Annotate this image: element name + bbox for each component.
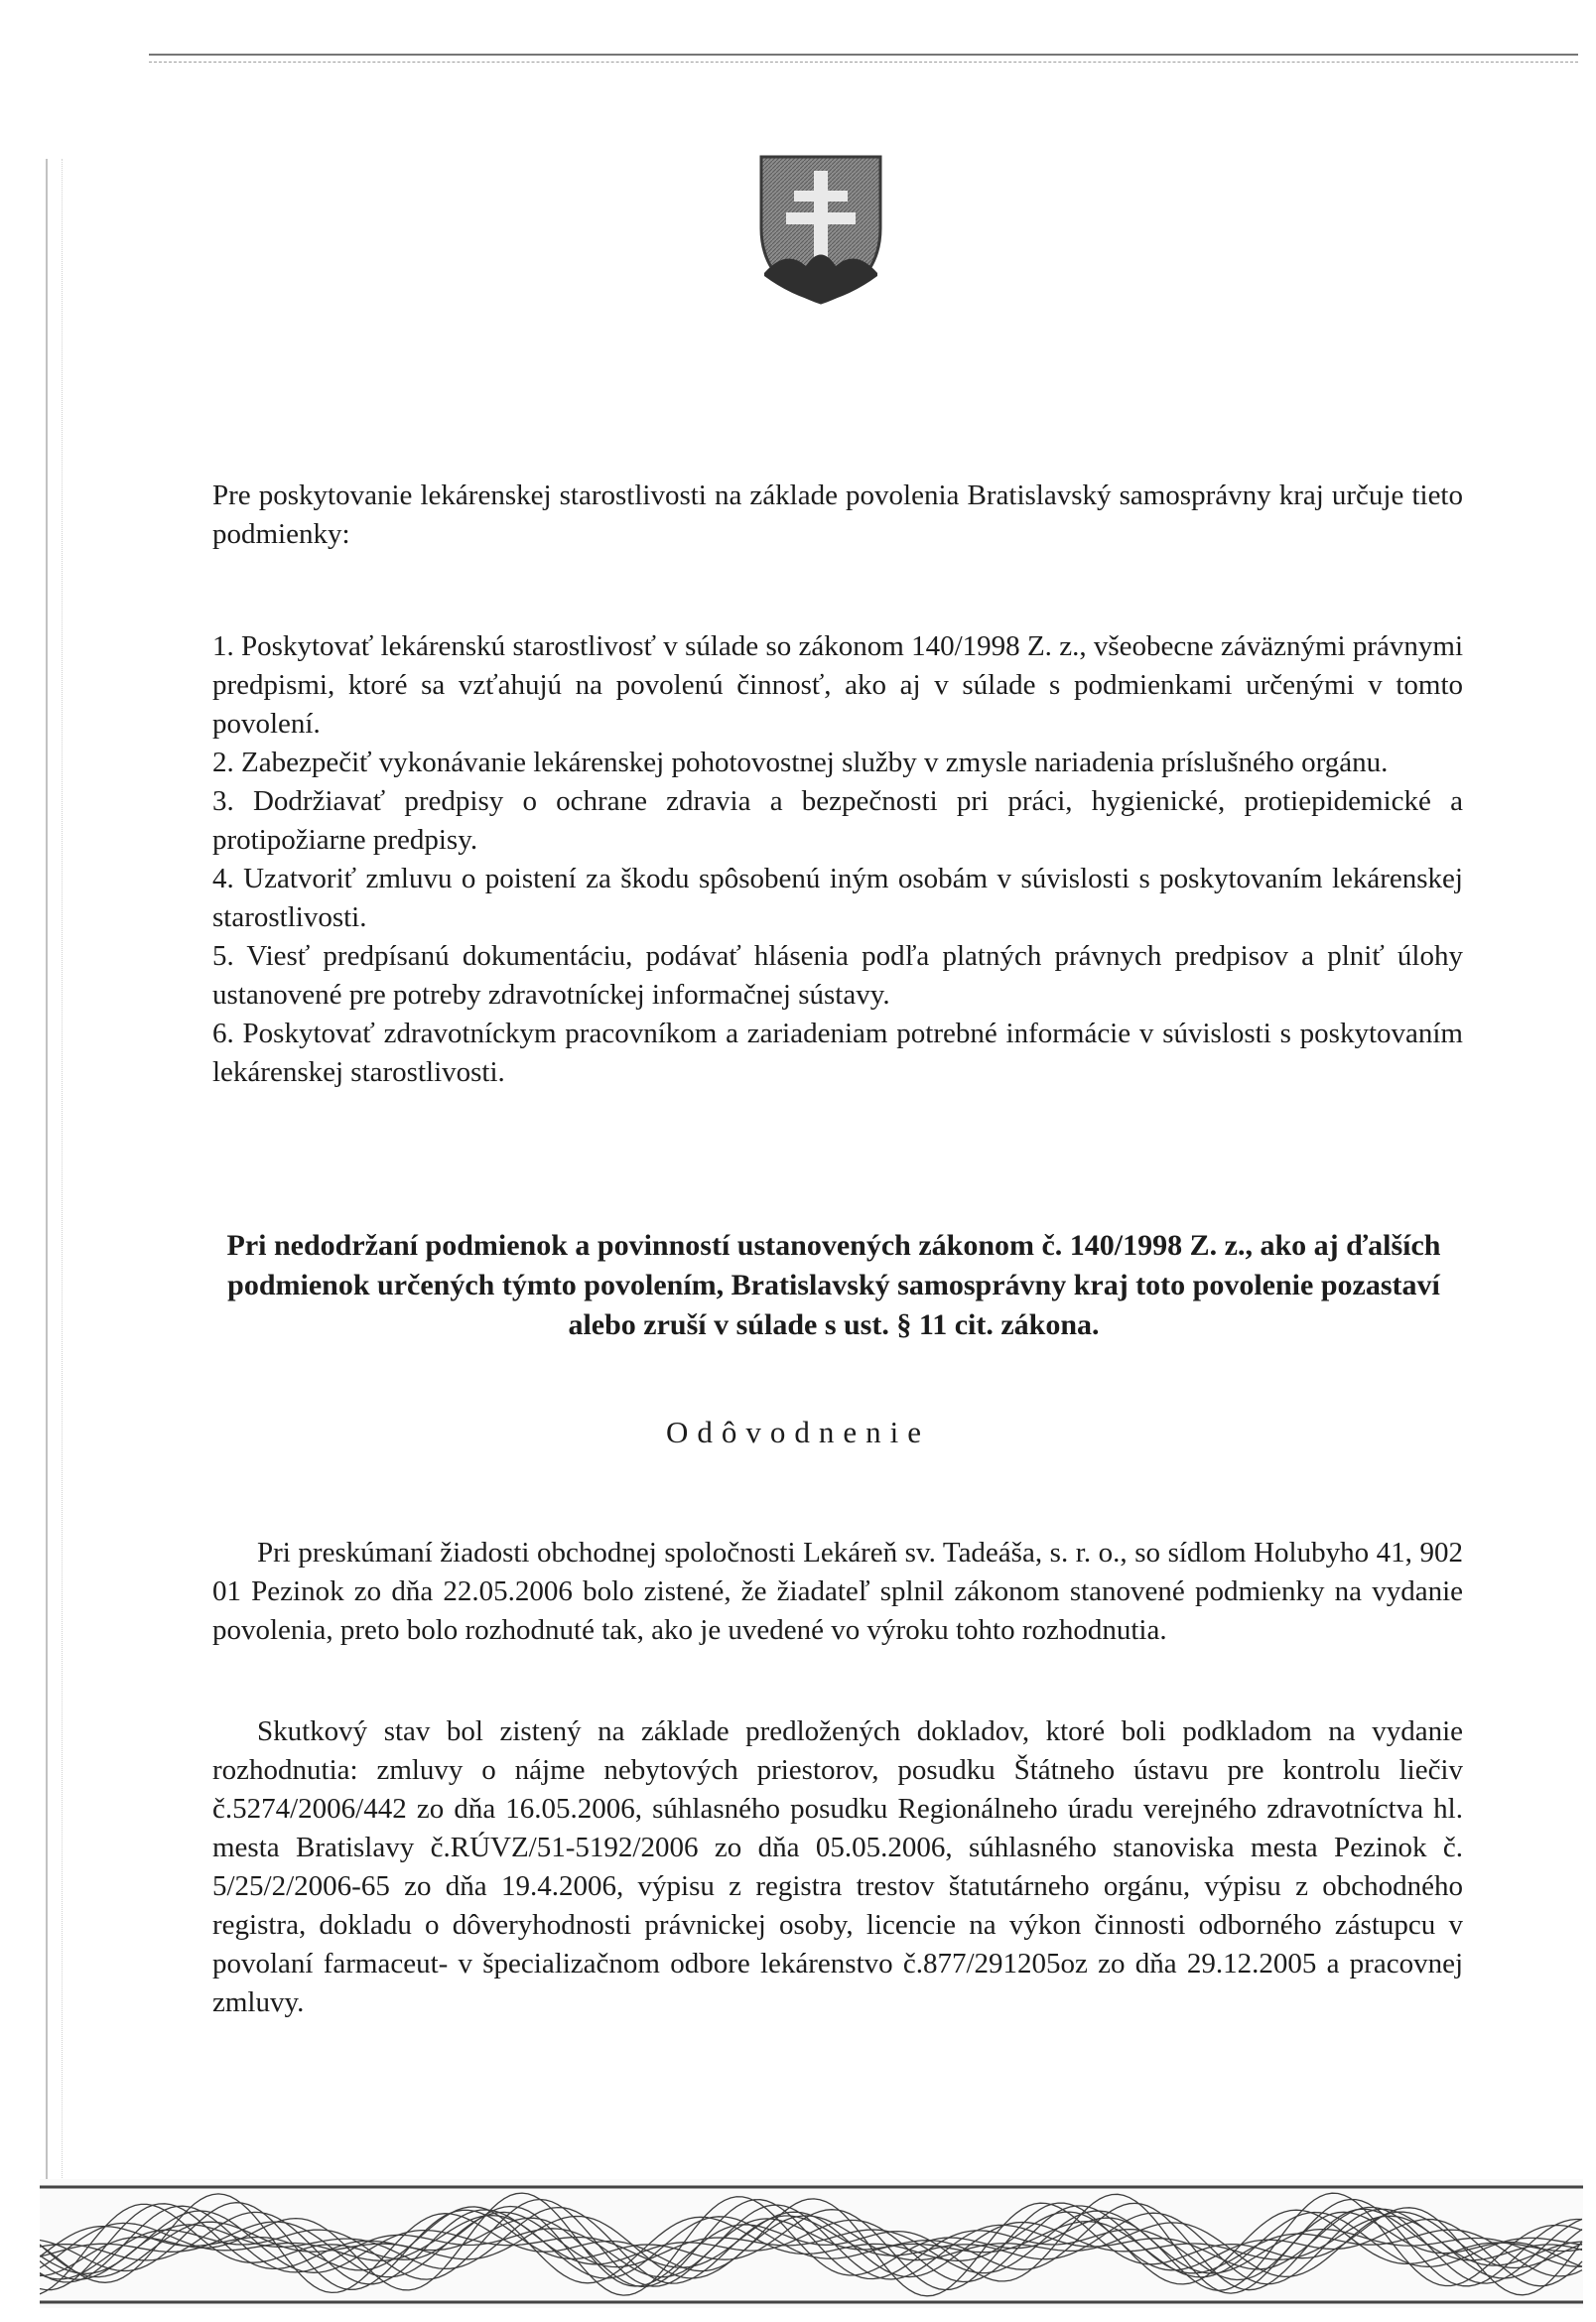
condition-item: 5. Viesť predpísanú dokumentáciu, podávať hlásenia podľa platných právnych predpisov a plniť úlohy ustanovené pre potreby zdravotníckej informačnej sústavy. bbox=[212, 940, 1463, 1011]
reasoning-paragraph-2 bbox=[212, 1712, 1463, 2022]
condition-item: 2. Zabezpečiť vykonávanie lekárenskej pohotovostnej služby v zmysle nariadenia príslušného orgánu. bbox=[212, 747, 1389, 778]
conditions-list bbox=[212, 627, 1463, 1092]
reasoning-paragraph-1 bbox=[212, 1534, 1463, 1650]
slovak-coat-of-arms-icon bbox=[756, 149, 885, 308]
intro-text: Pre poskytovanie lekárenskej starostlivosti na základe povolenia Bratislavský samosprávny kraj určuje tieto podmienky: bbox=[212, 479, 1463, 550]
reasoning-text: Pri preskúmaní žiadosti obchodnej spoločnosti Lekáreň sv. Tadeáša, s. r. o., so sídlom Holubyho 41, 902 01 Pezinok zo dňa 22.05.2006 bolo zistené, že žiadateľ splnil zákonom stanovené podmienky na vydanie povolenia, preto bolo rozhodnuté tak, ako je uvedené vo výroku tohto rozhodnutia. bbox=[212, 1537, 1463, 1646]
guilloche-border bbox=[40, 2179, 1583, 2308]
warning-paragraph: Pri nedodržaní podmienok a povinností ustanovených zákonom č. 140/1998 Z. z., ako aj ďalších podmienok určených týmto povolením, Bratislavský samosprávny kraj toto povolenie pozastaví alebo zruší v súlade s ust. § 11 cit. zákona. bbox=[226, 1229, 1441, 1341]
condition-item: 1. Poskytovať lekárenskú starostlivosť v súlade so zákonom 140/1998 Z. z., všeobecne záväznými právnymi predpismi, ktoré sa vzťahujú na povolenú činnosť, ako aj v súlade s podmienkami určenými v tomto povolení. bbox=[212, 630, 1463, 740]
scan-top-rule bbox=[149, 54, 1578, 63]
condition-item: 4. Uzatvoriť zmluvu o poistení za škodu spôsobenú iným osobám v súvislosti s poskytovaním lekárenskej starostlivosti. bbox=[212, 863, 1463, 933]
intro-paragraph bbox=[212, 477, 1463, 554]
reasoning-text: Skutkový stav bol zistený na základe predložených dokladov, ktoré boli podkladom na vydanie rozhodnutia: zmluvy o nájme nebytových priestorov, posudku Štátneho ústavu pre kontrolu liečiv č.5274/2006/442 zo dňa 16.05.2006, súhlasného posudku Regionálneho úradu verejného zdravotníctva hl. mesta Bratislavy č.RÚVZ/51-5192/2006 zo dňa 05.05.2006, súhlasného stanoviska mesta Pezinok č. 5/25/2/2006-65 zo dňa 19.4.2006, výpisu z registra trestov štatutárneho orgánu, výpisu z obchodného registra, dokladu o dôveryhodnosti právnickej osoby, licencie na výkon činnosti odborného zástupcu v povolaní farmaceut- v špecializačnom odbore lekárenstvo č.877/291205oz zo dňa 29.12.2005 a pracovnej zmluvy. bbox=[212, 1715, 1463, 2018]
condition-item: 6. Poskytovať zdravotníckym pracovníkom a zariadeniam potrebné informácie v súvislosti s poskytovaním lekárenskej starostlivosti. bbox=[212, 1018, 1463, 1088]
section-heading: Odôvodnenie bbox=[665, 1415, 931, 1449]
condition-item: 3. Dodržiavať predpisy o ochrane zdravia a bezpečnosti pri práci, hygienické, protiepidemické a protipožiarne predpisy. bbox=[212, 785, 1463, 856]
scan-left-edge bbox=[46, 159, 63, 2194]
